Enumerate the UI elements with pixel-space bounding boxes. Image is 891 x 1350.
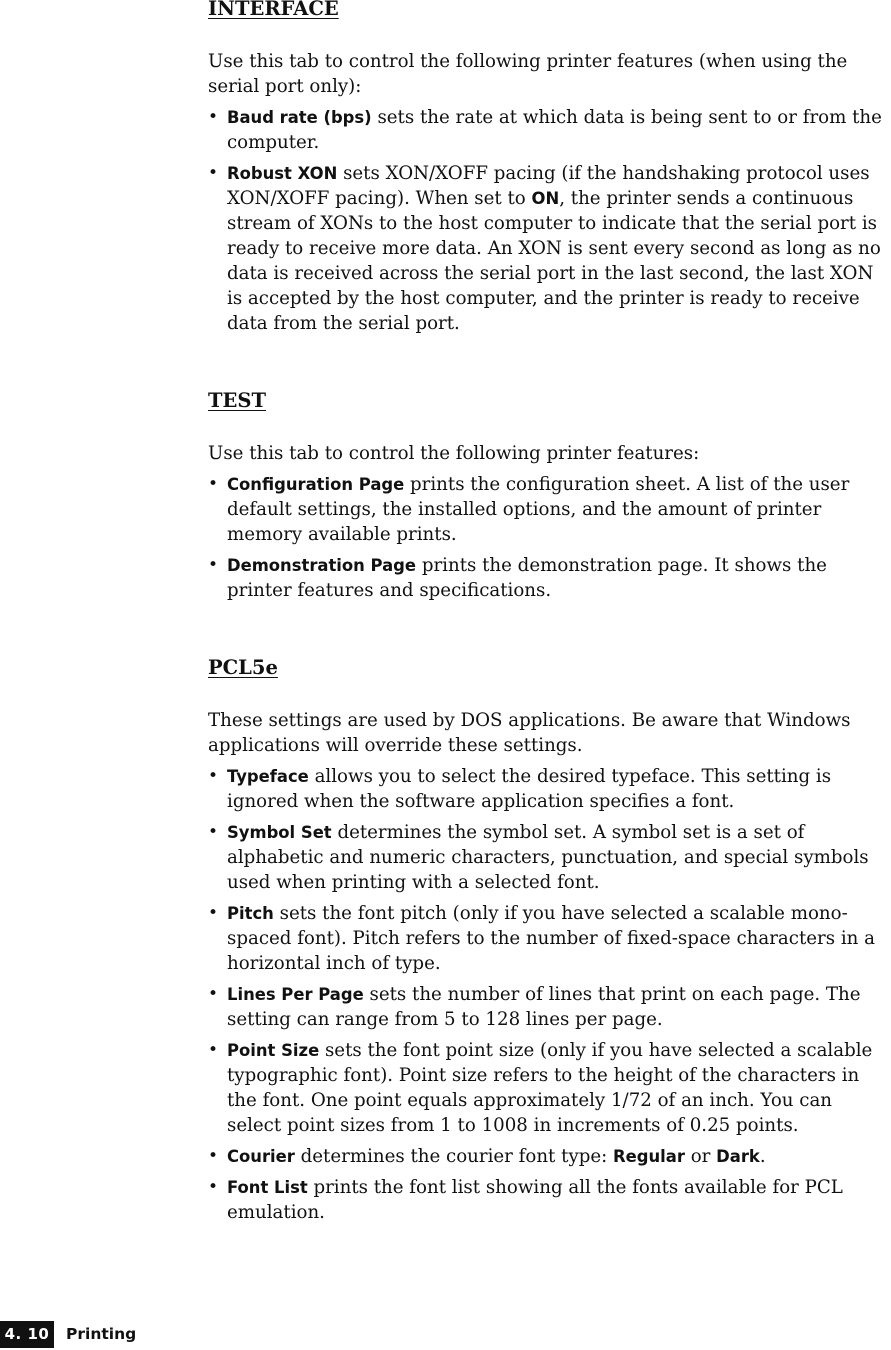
bullet-icon: • xyxy=(208,1040,219,1060)
list-item xyxy=(208,1038,891,1138)
bullet-icon: • xyxy=(208,1177,219,1197)
item-term: Courier xyxy=(227,1147,295,1166)
list-item xyxy=(208,901,891,976)
item-term: Robust XON xyxy=(227,164,338,183)
bullet-icon: • xyxy=(208,1146,219,1166)
bullet-icon: • xyxy=(208,903,219,923)
bullet-icon: • xyxy=(208,107,219,127)
item-text: determines the courier font type: xyxy=(294,1146,614,1167)
bullet-icon: • xyxy=(208,822,219,842)
item-term: Font List xyxy=(227,1178,308,1197)
item-term: Symbol Set xyxy=(227,823,332,842)
list-item xyxy=(208,472,891,547)
item-text: prints the configuration sheet. A list of the user default settings, the installed options, and the amount of printer memory available prints. xyxy=(227,474,850,545)
item-text: sets the number of lines that print on each page. The setting can range from 5 to 128 lines per page. xyxy=(227,984,861,1030)
bullet-icon: • xyxy=(208,555,219,575)
item-text: , the printer sends a continuous stream of XONs to the host computer to indicate that the serial port is ready to receive more data. An XON is sent every second as long as no data is received across the serial port in the last second, the last XON is accepted by the host computer, and the printer is ready to receive data from the serial port. xyxy=(227,188,881,334)
list-item xyxy=(208,105,891,155)
section-heading: PCL5e xyxy=(208,656,278,679)
bullet-icon: • xyxy=(208,163,219,183)
item-keyword: Regular xyxy=(613,1147,685,1166)
item-text: sets the font point size (only if you have selected a scalable typographic font). Point size refers to the height of the characters in the font. One point equals approximately 1/72 of an inch. You can select point sizes from 1 to 1008 in increments of 0.25 points. xyxy=(227,1040,873,1136)
list-item xyxy=(208,1175,891,1225)
item-term: Demonstration Page xyxy=(227,556,417,575)
list-item xyxy=(208,1144,891,1169)
section-pcl5e xyxy=(208,655,891,1225)
section-intro: These settings are used by DOS applications. Be aware that Windows applications will override these settings. xyxy=(208,710,851,756)
item-text: sets XON/XOFF pacing (if the handshaking protocol uses XON/XOFF pacing). When set to xyxy=(227,163,870,209)
list-item xyxy=(208,161,891,336)
section-intro: Use this tab to control the following printer features: xyxy=(208,443,700,464)
section-heading: INTERFACE xyxy=(208,0,339,20)
item-text: prints the demonstration page. It shows the printer features and specifications. xyxy=(227,555,827,601)
item-term: Point Size xyxy=(227,1041,320,1060)
list-item xyxy=(208,982,891,1032)
list-item xyxy=(208,553,891,603)
section-interface xyxy=(208,0,891,336)
list-item xyxy=(208,820,891,895)
item-text: determines the symbol set. A symbol set is a set of alphabetic and numeric characters, punctuation, and special symbols used when printing with a selected font. xyxy=(227,822,869,893)
item-text: sets the rate at which data is being sent to or from the computer. xyxy=(227,107,882,153)
chapter-title: Printing xyxy=(66,1325,137,1343)
item-term: Pitch xyxy=(227,904,274,923)
item-keyword: Dark xyxy=(716,1147,760,1166)
item-text: . xyxy=(759,1146,766,1167)
item-term: Configuration Page xyxy=(227,475,405,494)
bullet-icon: • xyxy=(208,984,219,1004)
item-text: allows you to select the desired typeface. This setting is ignored when the software application specifies a font. xyxy=(227,766,832,812)
item-term: Typeface xyxy=(227,767,309,786)
bullet-icon: • xyxy=(208,474,219,494)
item-text: prints the font list showing all the fonts available for PCL emulation. xyxy=(227,1177,843,1223)
page-number: 4. 10 xyxy=(0,1321,54,1348)
item-text: sets the font pitch (only if you have selected a scalable mono-spaced font). Pitch refers to the number of fixed-space characters in a horizontal inch of type. xyxy=(227,903,875,974)
list-item xyxy=(208,764,891,814)
item-term: Lines Per Page xyxy=(227,985,364,1004)
section-test xyxy=(208,388,891,603)
item-keyword: ON xyxy=(531,189,560,208)
page-content xyxy=(208,0,891,1231)
bullet-icon: • xyxy=(208,766,219,786)
item-term: Baud rate (bps) xyxy=(227,108,372,127)
section-heading: TEST xyxy=(208,389,266,412)
section-intro: Use this tab to control the following printer features (when using the serial port only): xyxy=(208,51,848,97)
item-text: or xyxy=(684,1146,717,1167)
